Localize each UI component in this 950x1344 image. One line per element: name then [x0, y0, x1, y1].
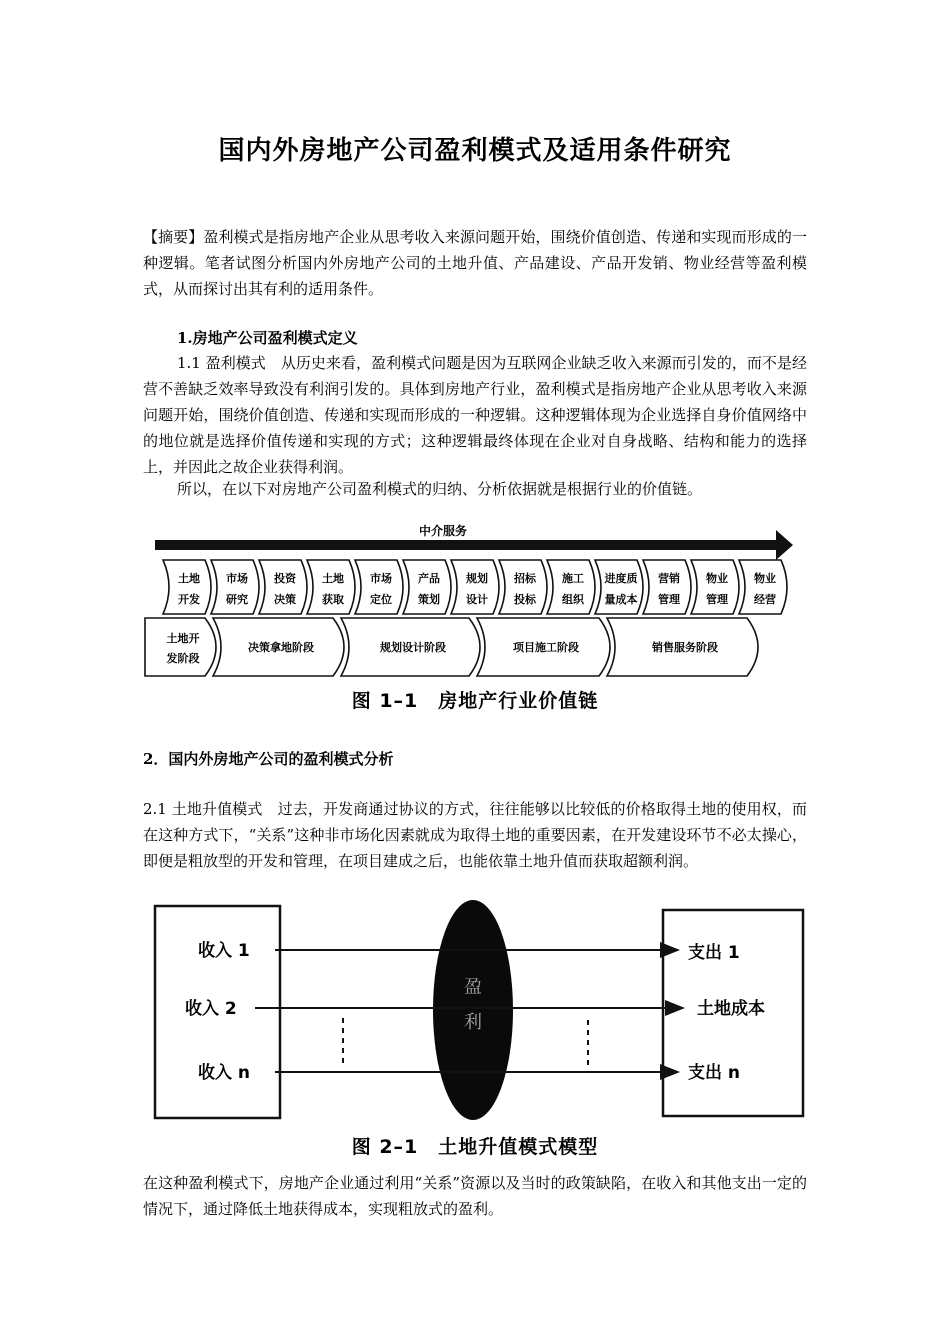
profit-label-1: 盈: [464, 977, 482, 998]
figure-1-caption: 图 1–1 房地产行业价值链: [351, 690, 599, 712]
value-chain-stage: [607, 618, 758, 676]
paragraph-1-1: 1.1 盈利模式 从历史来看，盈利模式问题是因为互联网企业缺乏收入来源而引发的，而不是经营不善缺乏效率导致没有利润引发的。具体到房地产行业，盈利模式是指房地产企业从思考收入来源问题开始，围绕价值创造、传递和实现而形成的一种逻辑。这种逻辑体现为企业选择自身价值网络中的地位就是选择价值传递和实现的方式；这种逻辑最终体现在企业对自身战略、结构和能力的选择上，并因此之故企业获得利润。: [143, 354, 807, 476]
value-chain-step-label: 市场: [226, 572, 248, 585]
value-chain-step-label: 投标: [514, 593, 536, 606]
value-chain-step: [211, 560, 259, 614]
land-model-diagram: [143, 898, 813, 1128]
value-chain-step-label: 管理: [658, 593, 680, 606]
service-arrow-label: 中介服务: [418, 524, 468, 538]
value-chain-step: [355, 560, 403, 614]
value-chain-step: [259, 560, 307, 614]
value-chain-step: [739, 560, 787, 614]
service-arrow-shaft: [155, 540, 780, 550]
document-title: 国内外房地产公司盈利模式及适用条件研究: [218, 136, 732, 166]
value-chain-step-label: 决策: [274, 593, 296, 606]
figure-2-caption: 图 2–1 土地升值模式模型: [351, 1136, 599, 1158]
value-chain-diagram: [143, 518, 803, 683]
value-chain-step-label: 进度质: [604, 572, 638, 585]
service-arrow-head: [776, 530, 793, 560]
paragraph-2-2: 在这种盈利模式下，房地产企业通过利用“关系”资源以及当时的政策缺陷，在收入和其他支出一定的情况下，通过降低土地获得成本，实现粗放式的盈利。: [143, 1174, 807, 1218]
paragraph-2-1: 2.1 土地升值模式 过去，开发商通过协议的方式，往往能够以比较低的价格取得土地的使用权，而在这种方式下，“关系”这种非市场化因素就成为取得土地的重要因素，在开发建设环节不必太操心，即便是粗放型的开发和管理，在项目建成之后，也能依靠土地升值而获取超额利润。: [143, 800, 807, 870]
value-chain-step: [547, 560, 595, 614]
profit-ellipse: [433, 900, 513, 1120]
value-chain-step-label: 土地: [178, 572, 200, 585]
value-chain-step-label: 定位: [370, 593, 392, 606]
expense-label-land: 土地成本: [697, 999, 765, 1019]
income-label-n: 收入 n: [198, 1063, 251, 1083]
value-chain-step-label: 开发: [178, 593, 200, 606]
value-chain-step-label: 管理: [706, 593, 728, 606]
profit-label-2: 利: [464, 1012, 482, 1033]
value-chain-step: [403, 560, 451, 614]
value-chain-stage: [477, 618, 610, 676]
value-chain-step-label: 研究: [226, 593, 248, 606]
value-chain-stage: [145, 618, 216, 676]
value-chain-step-label: 量成本: [604, 593, 638, 606]
value-chain-step: [307, 560, 355, 614]
value-chain-stage-label: 规划设计阶段: [380, 641, 446, 654]
value-chain-step: [451, 560, 499, 614]
value-chain-stage-label: 销售服务阶段: [652, 641, 718, 654]
value-chain-step: [499, 560, 547, 614]
value-chain-step-label: 物业: [706, 572, 728, 585]
value-chain-stage-label: 决策拿地阶段: [248, 641, 314, 654]
value-chain-stage: [213, 618, 344, 676]
value-chain-step-label: 获取: [322, 593, 344, 606]
section-1-heading: 1.房地产公司盈利模式定义: [177, 329, 358, 347]
income-label-2: 收入 2: [185, 999, 237, 1019]
value-chain-stage: [341, 618, 480, 676]
expense-label-n: 支出 n: [688, 1063, 741, 1083]
value-chain-step-label: 物业: [754, 572, 776, 585]
value-chain-step-label: 组织: [562, 593, 584, 606]
value-chain-step-label: 设计: [466, 593, 488, 606]
value-chain-step-label: 招标: [514, 572, 536, 585]
income-label-1: 收入 1: [198, 941, 250, 961]
abstract-paragraph: 【摘要】盈利模式是指房地产企业从思考收入来源问题开始，围绕价值创造、传递和实现而形成的一种逻辑。笔者试图分析国内外房地产公司的土地升值、产品建设、产品开发销、物业经营等盈利模式，从而探讨出其有利的适用条件。: [143, 228, 807, 298]
paragraph-1-2: 所以，在以下对房地产公司盈利模式的归纳、分析依据就是根据行业的价值链。: [177, 480, 703, 498]
section-2-heading: 2．国内外房地产公司的盈利模式分析: [143, 750, 394, 768]
value-chain-step-label: 市场: [370, 572, 392, 585]
figure-2-land-model: [143, 898, 813, 1128]
value-chain-step-label: 策划: [418, 593, 440, 606]
value-chain-stage-label: 发阶段: [166, 652, 200, 665]
value-chain-step-label: 施工: [562, 572, 584, 585]
expense-label-1: 支出 1: [688, 943, 740, 963]
value-chain-step-label: 经营: [754, 593, 776, 606]
value-chain-stage-label: 土地开: [166, 632, 200, 645]
value-chain-stage-label: 项目施工阶段: [513, 641, 579, 654]
value-chain-step-label: 营销: [658, 572, 680, 585]
value-chain-stage-shape: [145, 618, 216, 676]
value-chain-step-label: 投资: [274, 572, 296, 585]
value-chain-stages: [145, 618, 758, 676]
value-chain-step-label: 规划: [466, 572, 488, 585]
value-chain-steps: [163, 560, 787, 614]
value-chain-step: [643, 560, 691, 614]
value-chain-step: [595, 560, 643, 614]
figure-1-value-chain: [143, 518, 803, 683]
value-chain-step-label: 土地: [322, 572, 344, 585]
value-chain-step-label: 产品: [418, 572, 440, 585]
value-chain-step: [163, 560, 211, 614]
value-chain-step: [691, 560, 739, 614]
